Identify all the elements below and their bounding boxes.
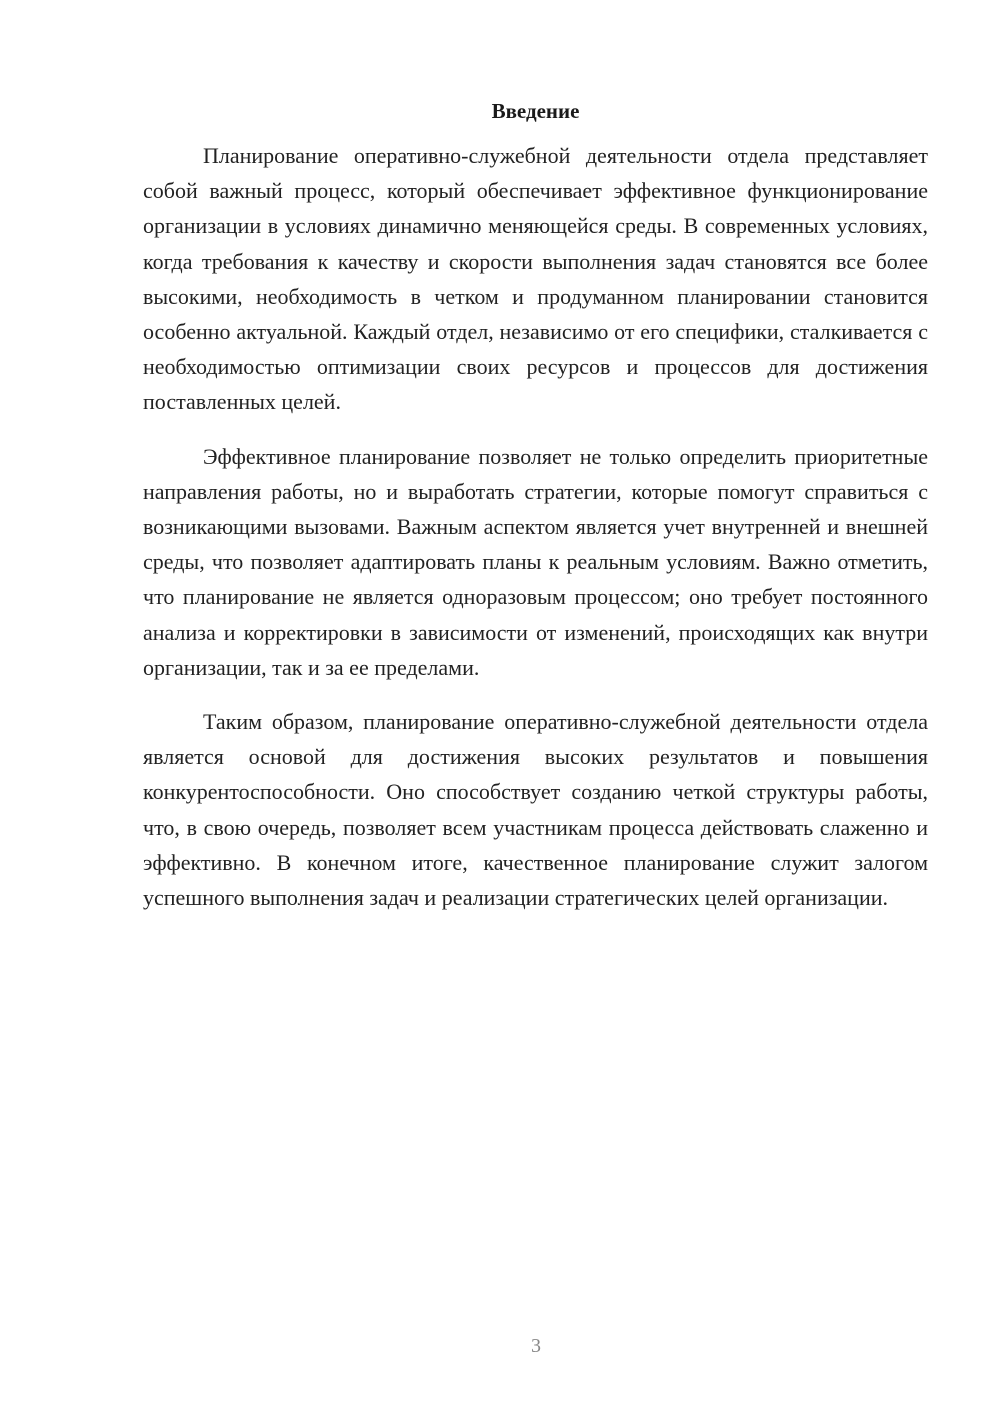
paragraph-3: Таким образом, планирование оперативно-служебной деятельности отдела является основой для достижения высоких результатов и повышения конкурентоспособности. Оно способствует созданию четкой структуры работы, что, в свою очередь, позволяет всем участникам процесса действовать слаженно и эффективно. В конечном итоге, качественное планирование служит залогом успешного выполнения задач и реализации стратегических целей организации. bbox=[143, 709, 928, 911]
paragraph-2: Эффективное планирование позволяет не только определить приоритетные направления работы, но и выработать стратегии, которые помогут справиться с возникающими вызовами. Важным аспектом является учет внутренней и внешней среды, что позволяет адаптировать планы к реальным условиям. Важно отметить, что планирование не является одноразовым процессом; оно требует постоянного анализа и корректировки в зависимости от изменений, происходящих как внутри организации, так и за ее пределами. bbox=[143, 443, 928, 680]
page-content bbox=[143, 96, 928, 934]
paragraph-1: Планирование оперативно-служебной деятельности отдела представляет собой важный процесс, который обеспечивает эффективное функционирование организации в условиях динамично меняющейся среды. В современных условиях, когда требования к качеству и скорости выполнения задач становятся все более высокими, необходимость в четком и продуманном планировании становится особенно актуальной. Каждый отдел, независимо от его специфики, сталкивается с необходимостью оптимизации своих ресурсов и процессов для достижения поставленных целей. bbox=[143, 143, 928, 415]
page-number: 3 bbox=[531, 1335, 541, 1357]
section-title: Введение bbox=[491, 99, 580, 123]
